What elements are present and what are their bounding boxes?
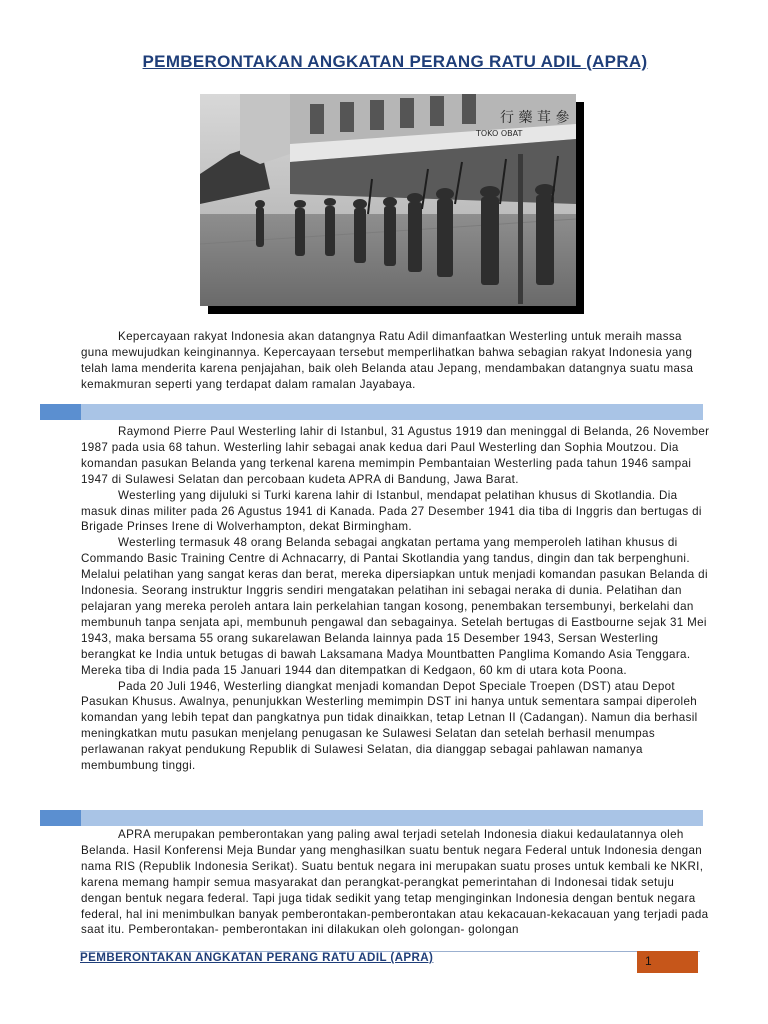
biography-paragraph-birth: Raymond Pierre Paul Westerling lahir di Istanbul, 31 Agustus 1919 dan meninggal di Belanda, 26 November 1987 pada usia 68 tahun. Westerling lahir sebagai anak kedua dari Paul Westerling dan Sophia Moutzou. Dia komandan pasukan Belanda yang terkenal karena memimpin Pembantaian Westerling pada tahun 1946 sampai 1947 di Sulawesi Selatan dan percobaan kudeta APRA di Bandung, Jawa Barat.	[81, 425, 710, 486]
biography-paragraph-commando: Westerling termasuk 48 orang Belanda sebagai angkatan pertama yang memperoleh latihan khusus di Commando Basic Training Centre di Achnacarry, di Pantai Skotlandia yang tandus, dingin dan tak berpenghuni. Melalui pelatihan yang sangat keras dan berat, mereka dipersiapkan untuk menjadi komandan pasukan Belanda di Indonesia. Seorang instruktur Inggris sendiri mengatakan pelatihan ini sebagai neraka di dunia. Pelatihan dan pelajaran yang mereka peroleh antara lain perkelahian tangan kosong, penembakan tersembunyi, berkelahi dan membunuh tanpa senjata api, membunuh pengawal dan sebagainya. Setelah bertugas di Eastbourne sejak 31 Mei 1943, maka bersama 55 orang sukarelawan Belanda lainnya pada 15 Desember 1943, Sersan Westerling berangkat ke India untuk betugas di bawah Laksamana Madya Mountbatten Panglima Komando Asia Tenggara. Mereka tiba di India pada 15 Januari 1944 dan ditempatkan di Kedgaon, 60 km di utara kota Poona.	[81, 536, 708, 677]
intro-paragraph: Kepercayaan rakyat Indonesia akan datangnya Ratu Adil dimanfaatkan Westerling untuk meraih massa guna mewujudkan keinginannya. Kepercayaan tersebut memperlihatkan bahwa sebagian rakyat Indonesia yang telah lama menderita karena penjajahan, baik oleh Belanda atau Jepang, mendambakan datangnya suatu masa kemakmuran seperti yang terdapat dalam ramalan Jayabaya.	[81, 330, 694, 391]
section-divider	[40, 810, 703, 826]
apra-section	[81, 827, 711, 947]
biography-paragraph-training: Westerling yang dijuluki si Turki karena lahir di Istanbul, mendapat pelatihan khusus di Skotlandia. Dia masuk dinas militer pada 26 Agustus 1941 di Kanada. Pada 27 Desember 1941 dia tiba di Inggris dan bertugas di Brigade Prinses Irene di Wolverhampton, dekat Birmingham.	[81, 488, 702, 534]
shop-sign-chinese: 行 藥 茸 參	[500, 110, 570, 126]
section-divider-accent	[40, 404, 81, 420]
historical-photo	[200, 94, 584, 314]
document-title: PEMBERONTAKAN ANGKATAN PERANG RATU ADIL (APRA)	[142, 52, 648, 71]
page-number-badge	[637, 951, 698, 973]
footer-title: PEMBERONTAKAN ANGKATAN PERANG RATU ADIL (APRA)	[80, 951, 434, 964]
page-number: 1	[645, 954, 652, 968]
section-divider-accent	[40, 810, 81, 826]
intro-section	[81, 329, 711, 393]
apra-paragraph: APRA merupakan pemberontakan yang paling awal terjadi setelah Indonesia diakui kedaulatannya oleh Belanda. Hasil Konferensi Meja Bundar yang menghasilkan suatu bentuk negara Federal untuk Indonesia dengan nama RIS (Republik Indonesia Serikat). Suatu bentuk negara ini merupakan suatu proses untuk kembali ke NKRI, karena memang hampir semua masyarakat dan perangkat-perangkat pemerintahan di Indonesai tidak setuju dengan bentuk negara federal. Tapi juga tidak sedikit yang tetap menginginkan Indonesia dengan bentuk negara federal, hal ini menimbulkan banyak pemberontakan-pemberontakan atau kekacauan-kekacauan yang terjadi pada saat itu. Pemberontakan- pemberontakan ini dilakukan oleh golongan- golongan	[81, 828, 709, 937]
biography-paragraph-dst: Pada 20 Juli 1946, Westerling diangkat menjadi komandan Depot Speciale Troepen (DST) atau Depot Pasukan Khusus. Awalnya, penunjukkan Westerling memimpin DST ini hanya untuk sementara sampai diperoleh komandan yang lebih tepat dan pangkatnya pun tidak dinaikkan, tetap Letnan II (Cadangan). Namun dia berhasil meningkatkan mutu pasukan menjelang penugasan ke Sulawesi Selatan dan setelah berhasil menumpas perlawanan rakyat pendukung Republik di Sulawesi Selatan, dia dianggap sebagai pahlawan namanya membumbung tinggi.	[81, 679, 698, 773]
soldiers-marching-photo	[200, 94, 576, 306]
shop-sign-latin: TOKO OBAT	[476, 129, 523, 138]
section-divider	[40, 404, 703, 420]
westerling-biography-section	[81, 424, 711, 774]
